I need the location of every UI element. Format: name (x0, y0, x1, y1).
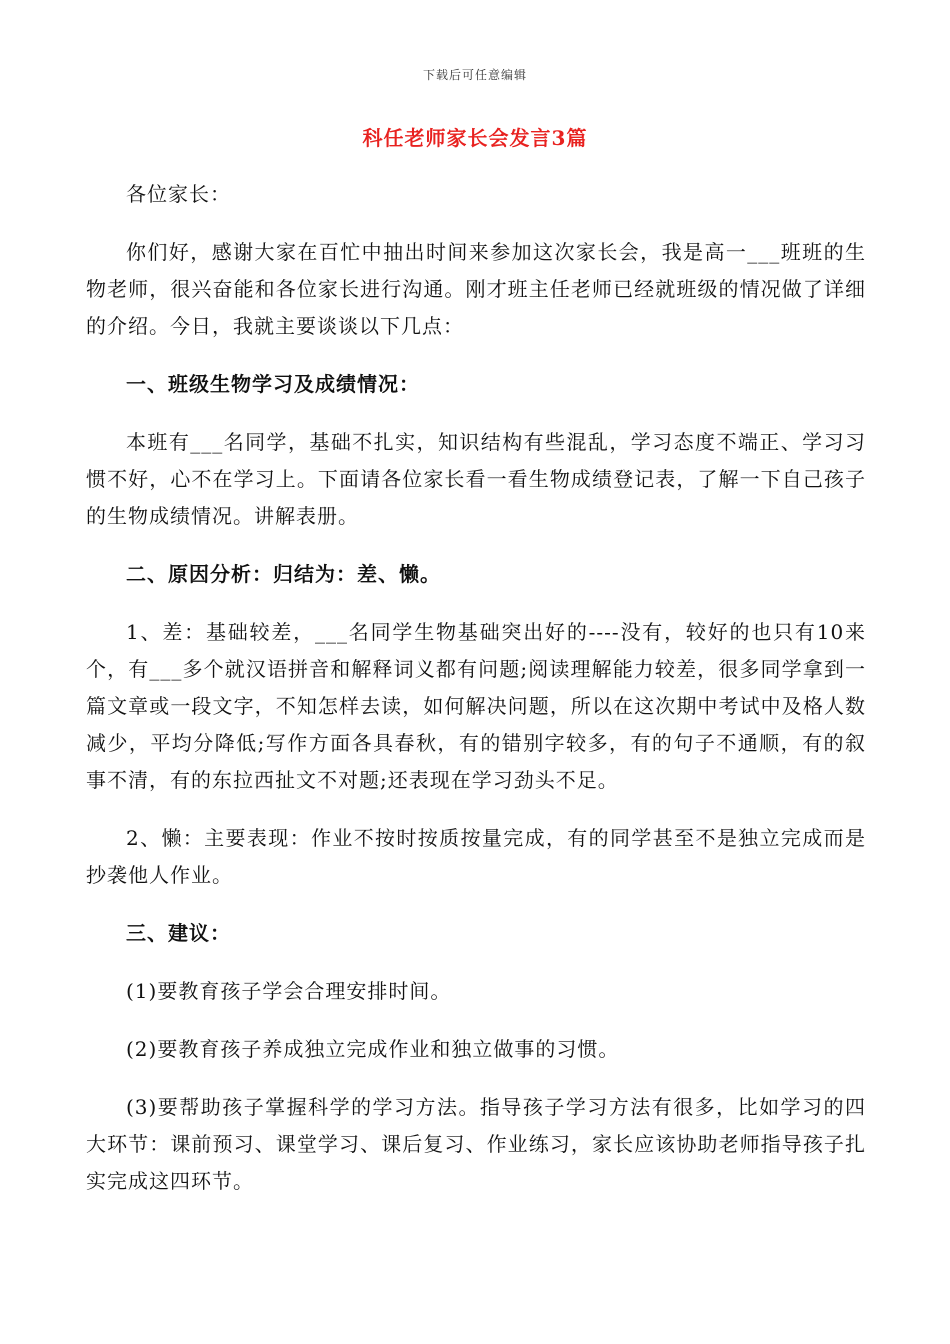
header-note: 下载后可任意编辑 (422, 68, 527, 82)
document-title: 科任老师家长会发言3篇 (362, 126, 588, 150)
section-heading-2: 二、原因分析：归结为：差、懒。 (126, 562, 441, 586)
section-heading-1: 一、班级生物学习及成绩情况： (126, 372, 420, 396)
paragraph-reason-1: 1、差：基础较差，___名同学生物基础突出好的----没有，较好的也只有10来个，有___多个就汉语拼音和解释词义都有问题;阅读理解能力较差，很多同学拿到一篇文章或一段文字，不知怎样去读，如何解决问题，所以在这次期中考试中及格人数减少，平均分降低;写作方面各具春秋，有的错别字较多，有的句子不通顺，有的叙事不清，有的东拉西扯文不对题;还表现在学习劲头不足。 (86, 620, 866, 792)
suggestion-item-1: (1)要教育孩子学会合理安排时间。 (126, 979, 452, 1003)
section-heading-3: 三、建议： (126, 921, 231, 945)
suggestion-item-3: (3)要帮助孩子掌握科学的学习方法。指导孩子学习方法有很多，比如学习的四大环节：课前预习、课堂学习、课后复习、作业练习，家长应该协助老师指导孩子扎实完成这四环节。 (86, 1095, 866, 1193)
document-body (86, 176, 866, 1221)
paragraph-reason-2: 2、懒：主要表现：作业不按时按质按量完成，有的同学甚至不是独立完成而是抄袭他人作业。 (86, 826, 866, 887)
paragraph-intro: 你们好，感谢大家在百忙中抽出时间来参加这次家长会，我是高一___班班的生物老师，很兴奋能和各位家长进行沟通。刚才班主任老师已经就班级的情况做了详细的介绍。今日，我就主要谈谈以下几点： (86, 240, 866, 338)
suggestion-item-2: (2)要教育孩子养成独立完成作业和独立做事的习惯。 (126, 1037, 620, 1061)
salutation: 各位家长： (126, 182, 231, 206)
paragraph-class-situation: 本班有___名同学，基础不扎实，知识结构有些混乱，学习态度不端正、学习习惯不好，心不在学习上。下面请各位家长看一看生物成绩登记表，了解一下自己孩子的生物成绩情况。讲解表册。 (86, 430, 866, 528)
